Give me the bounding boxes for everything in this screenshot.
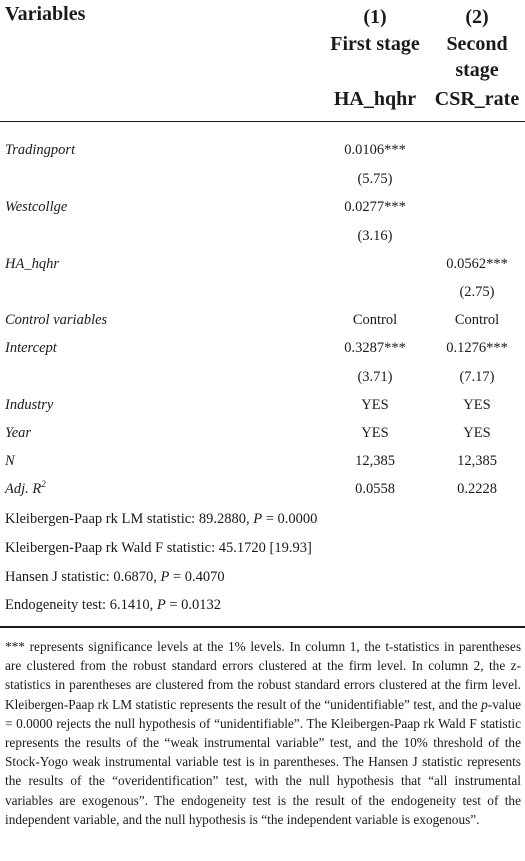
row-label-ha-hqhr: HA_hqhr <box>5 256 59 272</box>
stat-hansen-p: P <box>160 569 170 585</box>
stat-endog-prefix: Endogeneity test: 6.1410, <box>5 597 157 613</box>
cell-year-col1: YES <box>361 425 389 441</box>
row-label-year: Year <box>5 425 32 441</box>
notes-p-italic: p <box>481 696 488 712</box>
stat-lm-prefix: Kleibergen-Paap rk LM statistic: 89.2880, <box>5 511 254 527</box>
cell-intercept-col1: 0.3287*** <box>344 340 406 356</box>
adj-r-text: Adj. R <box>5 481 42 497</box>
notes-part1: *** represents significance levels at the 1% levels. In column 1, the t-statistics in parentheses are clustered from the robust standard errors clustered at the firm level. In column 2, the z-statistics in parentheses are clustered from the robust standard errors clustered at the firm level. Kleibergen-Paap rk LM statistic represents the result of the “unidentifiable” test, and the <box>5 639 521 712</box>
header-col1-number: (1) <box>363 6 387 28</box>
footer-rule <box>0 626 525 628</box>
header-col2-variable: CSR_rate <box>434 88 520 110</box>
cell-westcollge-col1: 0.0277*** <box>344 199 406 215</box>
header-col2-name-line1: Second <box>446 33 508 55</box>
stat-hansen-suffix: = 0.4070 <box>169 569 225 585</box>
header-variables: Variables <box>5 3 86 25</box>
cell-ha-hqhr-zstat-col2: (2.75) <box>459 284 495 300</box>
header-col2-number: (2) <box>465 6 489 28</box>
cell-tradingport-tstat-col1: (5.75) <box>357 171 393 187</box>
header-col1-name: First stage <box>330 33 420 55</box>
cell-n-col1: 12,385 <box>355 453 395 469</box>
cell-control-col2: Control <box>454 312 500 328</box>
table-notes <box>5 637 521 829</box>
row-label-westcollge: Westcollge <box>5 199 68 215</box>
cell-ha-hqhr-col2: 0.0562*** <box>446 256 508 272</box>
row-label-industry: Industry <box>5 397 54 413</box>
cell-industry-col1: YES <box>361 397 389 413</box>
cell-n-col2: 12,385 <box>457 453 497 469</box>
cell-westcollge-tstat-col1: (3.16) <box>357 228 393 244</box>
cell-industry-col2: YES <box>463 397 491 413</box>
stat-lm <box>5 510 317 528</box>
stat-wald: Kleibergen-Paap rk Wald F statistic: 45.1720 [19.93] <box>5 540 312 556</box>
stat-lm-p: P <box>253 511 263 527</box>
header-col1-variable: HA_hqhr <box>333 88 417 110</box>
stat-hansen-prefix: Hansen J statistic: 0.6870, <box>5 569 161 585</box>
row-label-tradingport: Tradingport <box>5 142 76 158</box>
stat-endog-p: P <box>156 597 166 613</box>
cell-intercept-stat-col2: (7.17) <box>459 369 495 385</box>
adj-r-superscript: 2 <box>41 479 46 490</box>
cell-adj-r2-col1: 0.0558 <box>355 481 395 497</box>
header-rule <box>0 121 525 122</box>
stat-lm-suffix: = 0.0000 <box>262 511 318 527</box>
row-label-n: N <box>5 453 15 469</box>
cell-adj-r2-col2: 0.2228 <box>457 481 497 497</box>
header-col2-name-line2: stage <box>455 59 499 81</box>
row-label-intercept: Intercept <box>5 340 57 356</box>
cell-tradingport-col1: 0.0106*** <box>344 142 406 158</box>
cell-intercept-stat-col1: (3.71) <box>357 369 393 385</box>
notes-part2: -value = 0.0000 rejects the null hypothesis of “unidentifiable”. The Kleibergen-Paap rk Wald F statistic represents the results of the “weak instrumental variable” test, and the 10% threshold of the Stock-Yogo weak instrumental variable test is in parentheses. The Hansen J statistic represents the results of the “overidentification” test, with the null hypothesis that “all instrumental variables are exogenous”. The endogeneity test is the result of the endogeneity test of the independent variable, and the null hypothesis is “the independent variable is exogenous”. <box>5 696 521 827</box>
row-label-adj-r2 <box>5 480 46 498</box>
cell-control-col1: Control <box>352 312 398 328</box>
cell-year-col2: YES <box>463 425 491 441</box>
row-label-control-variables: Control variables <box>5 312 108 328</box>
stat-hansen <box>5 568 225 586</box>
stat-endogeneity <box>5 596 221 614</box>
cell-intercept-col2: 0.1276*** <box>446 340 508 356</box>
stat-endog-suffix: = 0.0132 <box>165 597 221 613</box>
